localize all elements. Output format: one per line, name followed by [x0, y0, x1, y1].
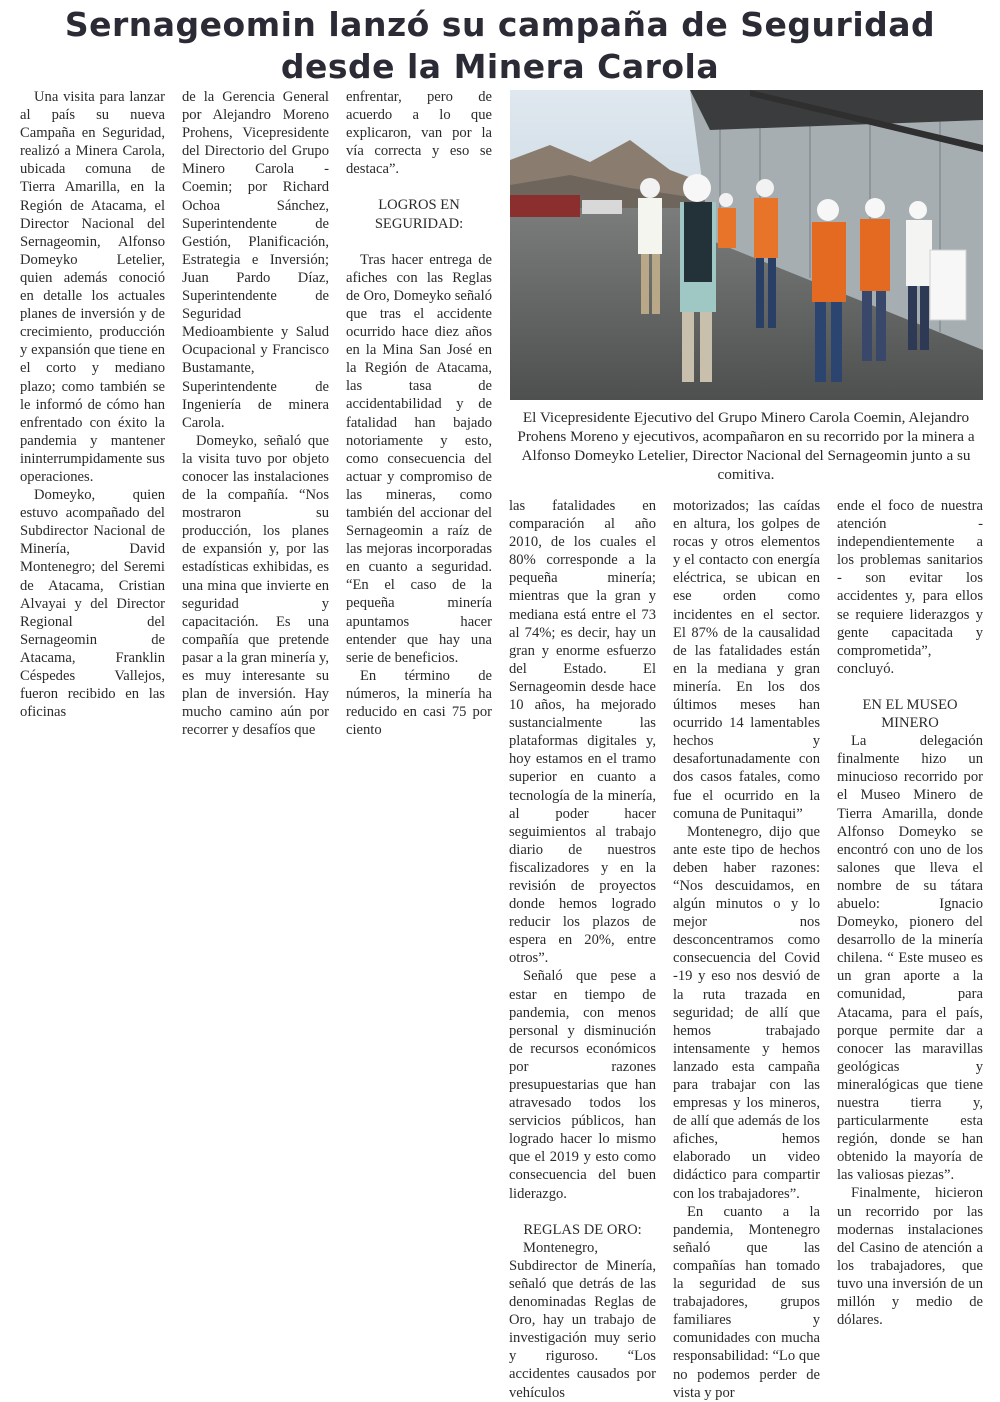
paragraph: Montenegro, Subdirector de Minería, señaló que detrás de las denominadas Reglas de Oro, hay un trabajo de investigación muy serio y riguroso. “Los accidentes causados por vehículos: [509, 1239, 656, 1401]
paragraph: Tras hacer entrega de afiches con las Reglas de Oro, Domeyko señaló que tras el accidente ocurrido hace diez años en la Mina San José en la Región de Atacama, las tasa de accidentabilidad y de fatalidad han bajado notoriamente y esto, como consecuencia del actuar y compromiso de las mineras, como también del accionar del Sernageomin a raíz de las mejoras incorporadas en cuanto a seguridad. “En el caso de la pequeña minería apuntamos hacer entender que hay una serie de beneficios.: [346, 251, 492, 666]
paragraph: Domeyko, señaló que la visita tuvo por objeto conocer las instalaciones de la compañía. “Nos mostraron su producción, los planes de expansión y, por las estadísticas exhibidas, es una mina que invierte en seguridad y capacitación. Es una compañía que pretende pasar a la gran minería y, es muy interesante su plan de inversión. Hay mucho camino aún por recorrer y desafíos que: [182, 432, 329, 739]
paragraph: En término de números, la minería ha reducido en casi 75 por ciento: [346, 667, 492, 739]
paragraph: Señaló que pese a estar en tiempo de pandemia, con menos personal y disminución de recursos económicos por razones presupuestarias que han atravesado todos los servicios públicos, han logrado hacer lo mismo que el 2019 y esto como consecuencia del buen liderazgo.: [509, 968, 656, 1202]
section-heading-logros: LOGROS EN SEGURIDAD:: [374, 197, 464, 232]
paragraph: Finalmente, hicieron un recorrido por las modernas instalaciones del Casino de atención a los trabajadores, que tuvo una inversión de un millón y medio de dólares.: [837, 1185, 983, 1329]
paragraph: La delegación finalmente hizo un minucioso recorrido por el Museo Minero de Tierra Amarilla, donde Alfonso Domeyko se encontró con uno de los salones que lleva el nombre de su tátara abuelo: Ignacio Domeyko, pionero del desarrollo de la minería chilena. “ Este museo es un gran aporte a la comunidad, para Atacama, para el país, porque permite dar a conocer las maravillas geológicas y mineralógicas que tiene nuestra tierra y, particularmente esta región, donde se han obtenido la mayoría de las valiosas piezas”.: [837, 733, 983, 1184]
section-heading-museo: EN EL MUSEO MINERO: [862, 696, 958, 732]
article-column-1: [20, 88, 165, 721]
paragraph: Montenegro, dijo que ante este tipo de hechos deben haber razones: “Nos descuidamos, en algún minutos o y lo mejor nos desconcentramos como consecuencia del Covid -19 y eso nos desvió de la ruta trazada en seguridad; de allí que hemos trabajado intensamente y hemos lanzado esta campaña para trabajar con las empresas y los mineros, de allí que además de los afiches, hemos elaborado un video didáctico para compartir con los trabajadores”.: [673, 823, 820, 1202]
paragraph: Una visita para lanzar al país su nueva Campaña en Seguridad, realizó a Minera Carola, ubicada comuna de Tierra Amarilla, en la Región de Atacama, el Director Nacional del Sernageomin, Alfonso Domeyko Letelier, quien además conoció en detalle los actuales planes de inversión y de crecimiento, producción y expansión que tiene en el corto y mediano plazo; como también se le informó de cómo han enfrentado con éxito la pandemia y mantener ininterrumpidamente sus operaciones.: [20, 89, 165, 485]
article-column-4: [509, 497, 656, 1401]
paragraph: Domeyko, quien estuvo acompañado del Subdirector Nacional de Minería, David Montenegro; del Seremi de Atacama, Cristian Alvayai y del Director Regional del Sernageomin de Atacama, Franklin Céspedes Vallejos, fueron recibido en las oficinas: [20, 487, 165, 721]
section-heading-reglas: REGLAS DE ORO:: [523, 1221, 642, 1238]
article-column-3: [346, 88, 492, 739]
photo-illustration: [510, 90, 983, 400]
paragraph: de la Gerencia General por Alejandro Moreno Prohens, Vicepresidente del Directorio del Grupo Minero Carola - Coemin; por Richard Ochoa Sánchez, Superintendente de Gestión, Planificación, Estrategia e Inversión; Juan Pardo Díaz, Superintendente de Seguridad Medioambiente y Salud Ocupacional y Francisco Bustamante, Superintendente de Ingeniería de minera Carola.: [182, 89, 329, 431]
article-photo: [510, 90, 983, 400]
article-column-6: [837, 497, 983, 1329]
paragraph: En cuanto a la pandemia, Montenegro señaló que las compañías han tomado la seguridad de sus trabajadores, grupos familiares y comunidades con mucha responsabilidad: “Lo que no podemos perder de vista y por: [673, 1203, 820, 1401]
paragraph: enfrentar, pero de acuerdo a lo que explicaron, van por la vía correcta y eso se destaca”.: [346, 89, 492, 178]
paragraph: las fatalidades en comparación al año 2010, de los cuales el 80% corresponde a la pequeña minería; mientras que la gran y mediana está entre el 73 al 74%; es decir, hay un gran y enorme esfuerzo del Estado. El Sernageomin desde hace 10 años, ha mejorado sustancialmente las plataformas digitales y, hoy estamos en el tramo superior en cuanto a tecnología de la minería, al poder hacer seguimientos al trabajo diario de nuestros fiscalizadores y en la revisión de proyectos donde hemos logrado reducir los plazos de espera en 20%, entre otros”.: [509, 498, 656, 967]
article-column-5: [673, 497, 820, 1401]
article-column-2: [182, 88, 329, 739]
paragraph: ende el foco de nuestra atención - independientemente a los problemas sanitarios - son evitar los accidentes y, para ellos se requiere liderazgos y gente capacitada y comprometida”, concluyó.: [837, 498, 983, 677]
paragraph: motorizados; las caídas en altura, los golpes de rocas y otros elementos y el contacto con energía eléctrica, se ubican en ese orden como incidentes en el sector. El 87% de la causalidad de las fatalidades están en la mediana y gran minería. En los dos últimos meses han ocurrido 14 lamentables hechos y desafortunadamente con dos casos fatales, como fue el ocurrido en la comuna de Punitaqui”: [673, 498, 820, 822]
photo-caption: El Vicepresidente Ejecutivo del Grupo Minero Carola Coemin, Alejandro Prohens Moreno y ejecutivos, acompañaron en su recorrido por la minera a Alfonso Domeyko Letelier, Director Nacional del Sernageomin junto a su comitiva.: [517, 409, 975, 483]
headline: Sernageomin lanzó su campaña de Seguridad desde la Minera Carola: [64, 5, 936, 86]
